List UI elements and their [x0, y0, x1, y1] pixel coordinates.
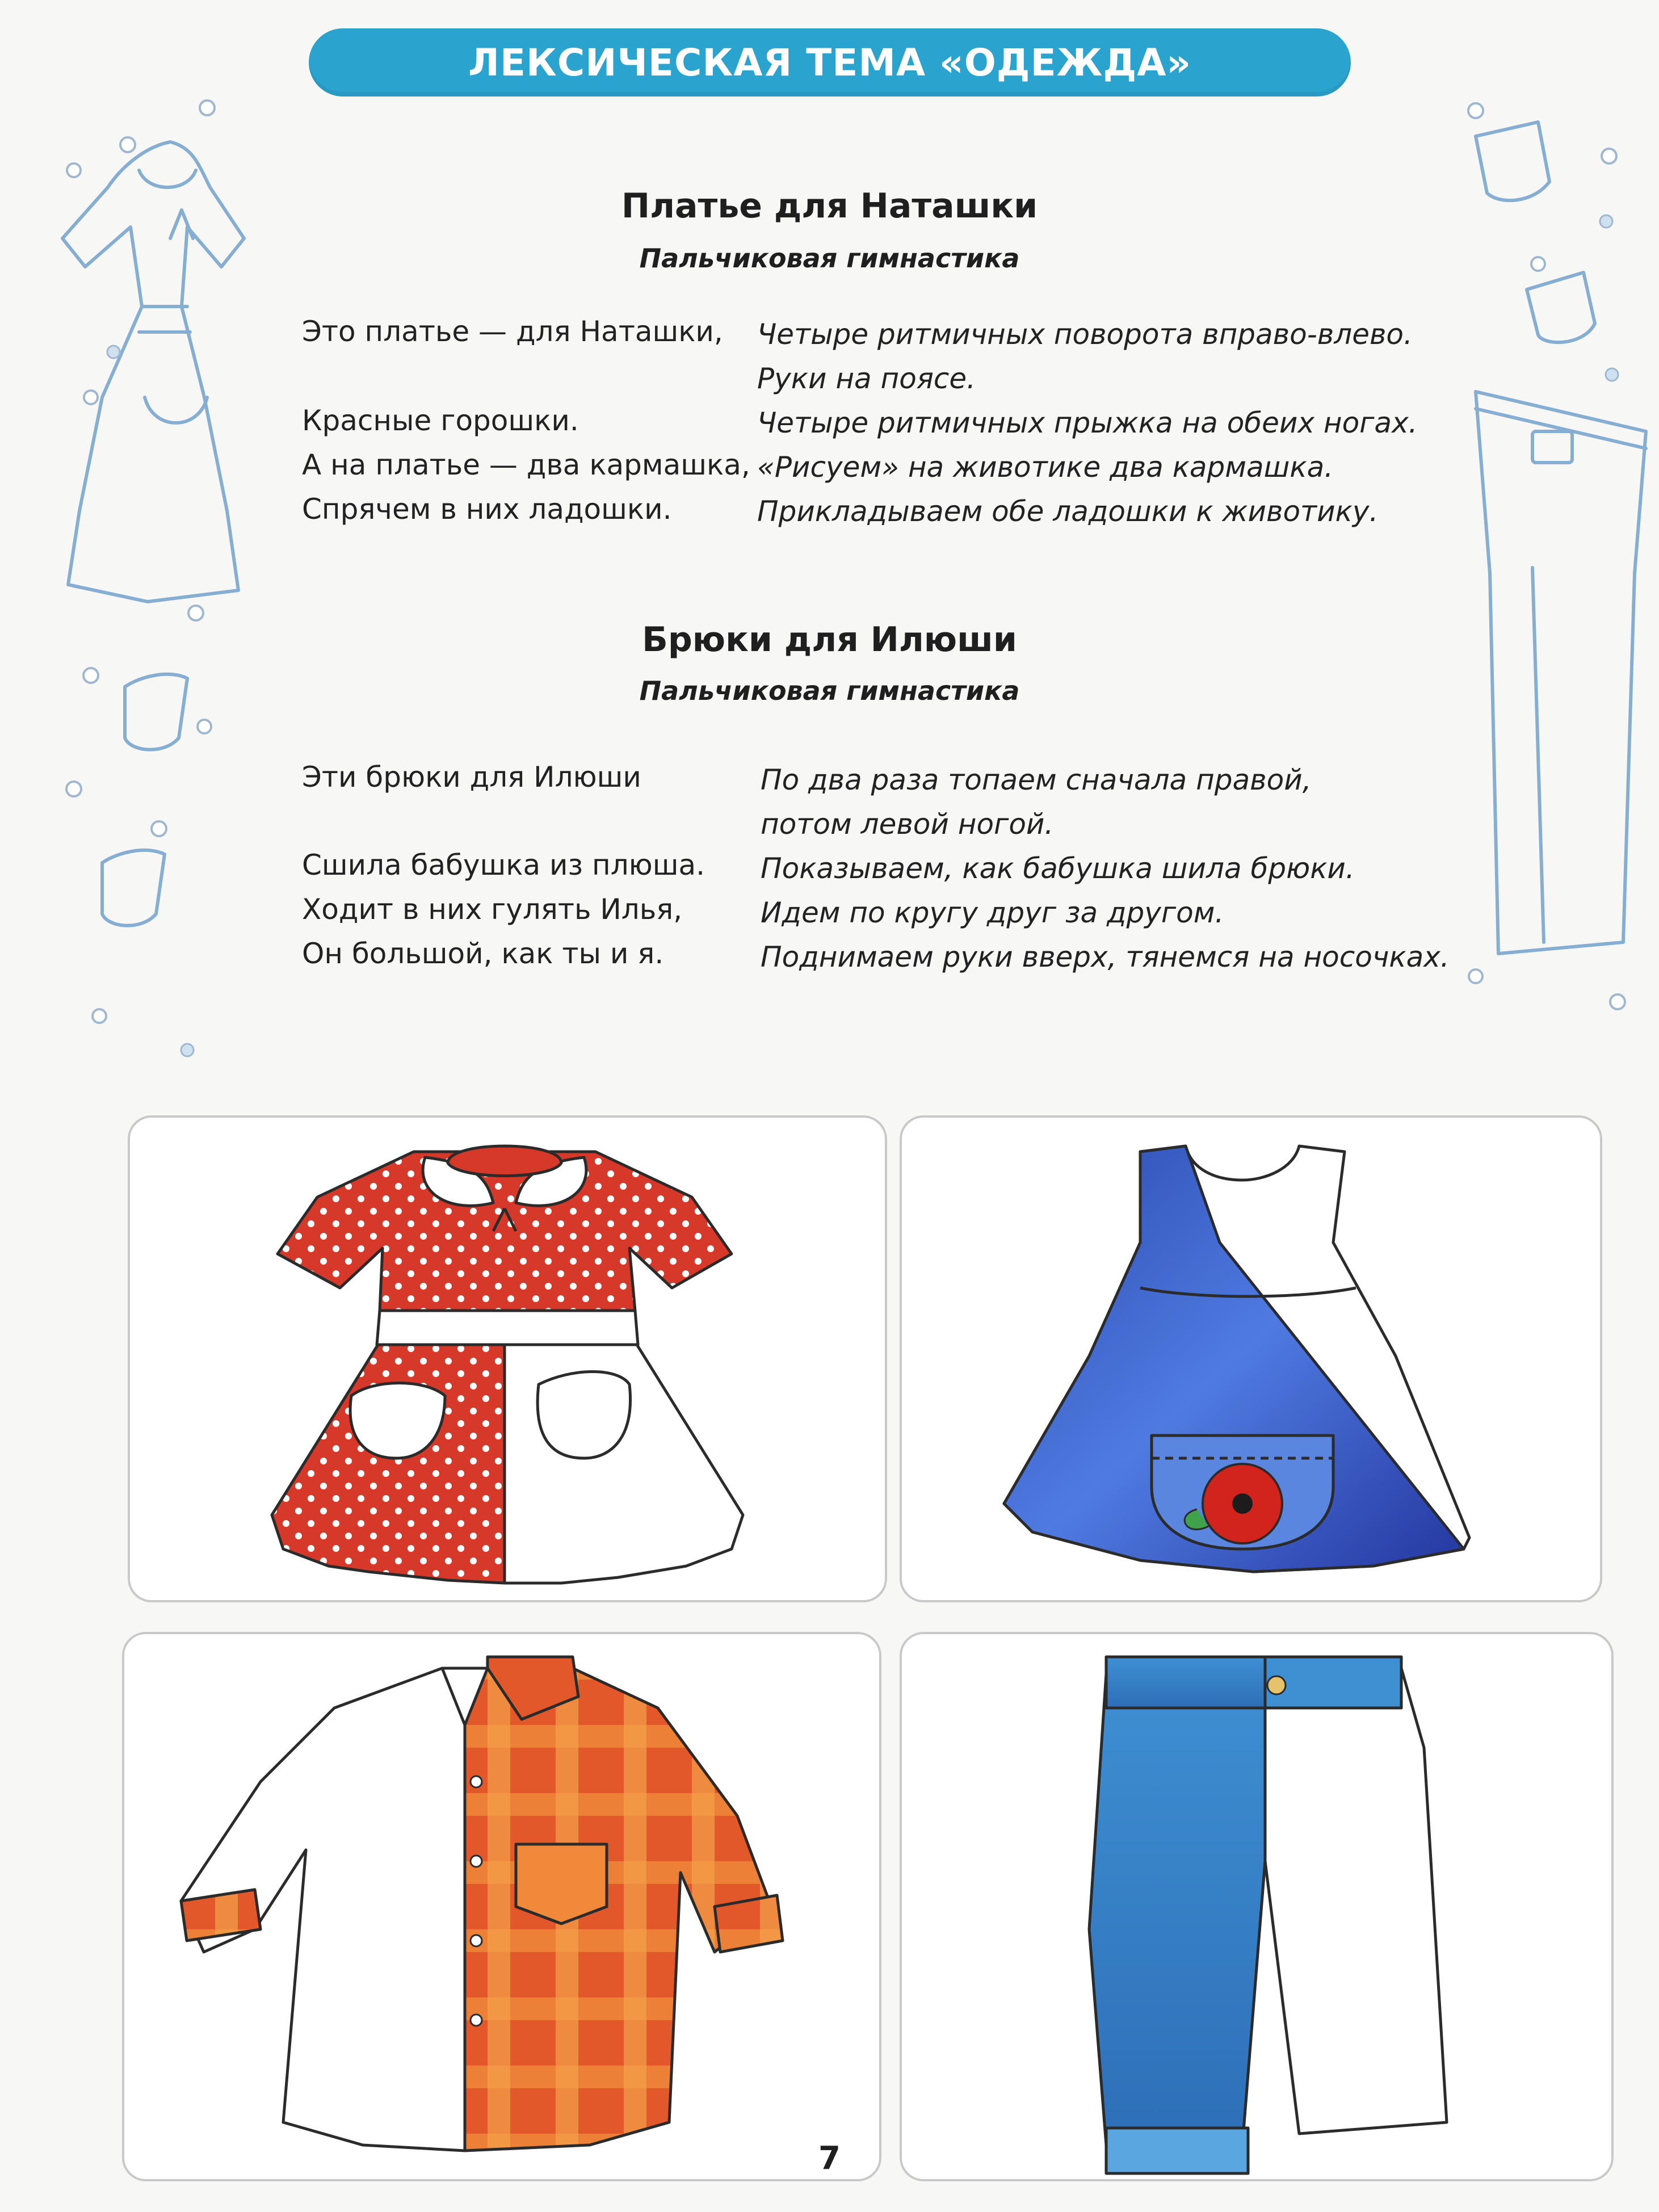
- instr-1-line-1: Четыре ритмичных поворота вправо-влево.: [757, 318, 1413, 351]
- section-1-subtitle: Пальчиковая гимнастика: [639, 243, 1020, 274]
- instr-2-line-2: потом левой ногой.: [761, 808, 1054, 841]
- section-2-title: Брюки для Илюши: [642, 620, 1017, 660]
- outline-pocket-icon-4: [1527, 272, 1595, 342]
- page-number: 7: [818, 2140, 841, 2177]
- poem-2-line-3: Ходит в них гулять Илья,: [302, 893, 683, 926]
- poem-1-line-1: Это платье — для Наташки,: [302, 315, 723, 348]
- section-2-subtitle: Пальчиковая гимнастика: [639, 675, 1020, 706]
- instr-1-line-5: Прикладываем обе ладошки к животику.: [757, 495, 1379, 528]
- poem-2-line-2: Сшила бабушка из плюша.: [302, 849, 705, 882]
- shorts-button-icon: [1267, 1676, 1286, 1694]
- outline-pocket-icon-2: [102, 850, 165, 926]
- instr-2-line-3: Показываем, как бабушка шила брюки.: [761, 852, 1355, 885]
- poem-1-line-2: Красные горошки.: [302, 404, 579, 437]
- orange-checkered-shirt-icon: [124, 1634, 879, 2179]
- instr-2-line-1: По два раза топаем сначала правой,: [761, 763, 1312, 796]
- card-blue-shorts[interactable]: [900, 1632, 1614, 2181]
- card-red-dress[interactable]: [128, 1115, 887, 1602]
- instr-1-line-3: Четыре ритмичных прыжка на обеих ногах.: [757, 406, 1418, 439]
- poem-2-line-1: Эти брюки для Илюши: [302, 761, 641, 794]
- topic-title: ЛЕКСИЧЕСКАЯ ТЕМА «ОДЕЖДА»: [468, 40, 1191, 85]
- poem-2-line-4: Он большой, как ты и я.: [302, 937, 664, 970]
- instr-1-line-4: «Рисуем» на животике два кармашка.: [757, 451, 1334, 484]
- instr-1-line-2: Руки на поясе.: [757, 362, 976, 395]
- card-orange-shirt[interactable]: [122, 1632, 881, 2181]
- section-1-title: Платье для Наташки: [621, 186, 1038, 226]
- instr-2-line-4: Идем по кругу друг за другом.: [761, 896, 1224, 929]
- red-polka-dot-dress-icon: [130, 1118, 885, 1600]
- poem-1-line-3: А на платье — два кармашка,: [302, 448, 750, 481]
- outline-trousers-icon: [1476, 392, 1646, 954]
- blue-denim-dress-with-flower-pocket-icon: [902, 1118, 1600, 1600]
- blue-denim-shorts-icon: [902, 1634, 1611, 2179]
- instr-2-line-5: Поднимаем руки вверх, тянемся на носочках.: [761, 941, 1450, 973]
- card-blue-dress[interactable]: [900, 1115, 1602, 1602]
- poem-1-line-4: Спрячем в них ладошки.: [302, 493, 672, 526]
